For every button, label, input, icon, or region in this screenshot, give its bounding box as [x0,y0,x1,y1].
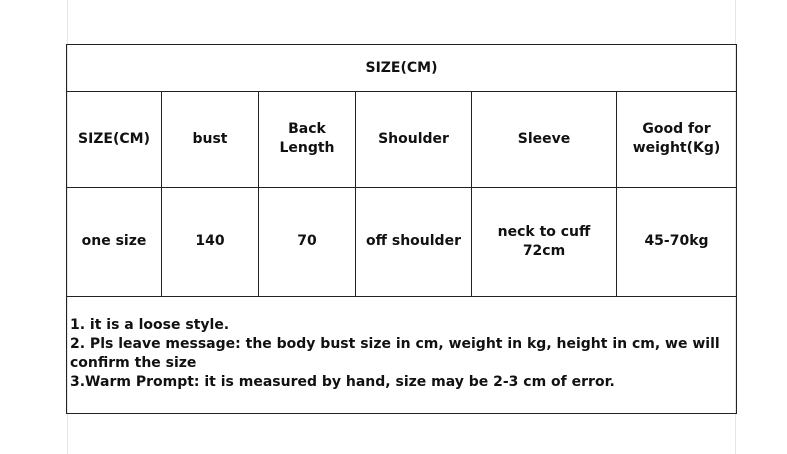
cell-bust: 140 [162,187,259,296]
size-chart-table [66,44,737,414]
header-size: SIZE(CM) [67,91,162,187]
note-leave-message: 2. Pls leave message: the body bust size in cm, weight in kg, height in cm, we will confirm the size [70,336,720,371]
cell-back-length: 70 [259,187,356,296]
header-back-length: Back Length [259,91,356,187]
note-warm-prompt: 3.Warm Prompt: it is measured by hand, size may be 2-3 cm of error. [70,374,615,390]
header-bust: bust [162,91,259,187]
note-loose-style: 1. it is a loose style. [70,317,230,333]
table-row [67,187,736,297]
header-sleeve: Sleeve [472,91,617,187]
header-shoulder: Shoulder [356,91,472,187]
header-weight: Good for weight(Kg) [632,121,721,156]
cell-sleeve: neck to cuff 72cm [472,187,617,296]
cell-shoulder: off shoulder [356,187,472,296]
size-notes [70,316,730,392]
cell-weight: 45-70kg [644,233,709,249]
cell-size: one size [67,187,162,296]
header-row [67,91,736,188]
table-title: SIZE(CM) [67,45,736,92]
